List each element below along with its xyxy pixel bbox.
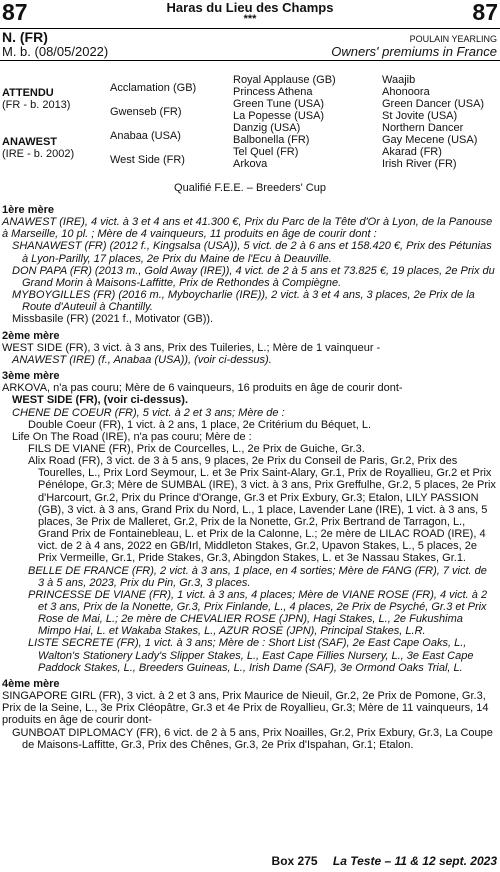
produce-entry: BELLE DE FRANCE (FR), 2 vict. à 3 ans, 1 place, en 4 sorties; Mère de FANG (FR), 7 vict. de 3 à 5 ans, 2023, Prix du Pin, Gr.3, 3 places. (28, 564, 487, 589)
horse-name: N. (FR) (2, 29, 48, 45)
second-dam-record: WEST SIDE (FR), 3 vict. à 3 ans, Prix des Tuileries, L.; Mère de 1 vainqueur - (2, 341, 381, 354)
pedigree-gen4-item: Gay Mecene (USA) (382, 134, 478, 146)
produce-entry: FILS DE VIANE (FR), Prix de Courcelles, L., 2e Prix de Guiche, Gr.3. (28, 442, 365, 455)
produce-entry: SHANAWEST (FR) (2012 f., Kingsalsa (USA)), 5 vict. de 2 à 6 ans et 158.420 €, Prix des Pétunias à Lyon-Parilly, 17 places, 2e Prix du Maine de l'Ecu à Deauville. (12, 240, 492, 265)
pedigree-gen4-item: Waajib (382, 74, 416, 86)
section-title-second-dam: 2ème mère (2, 329, 60, 342)
pedigree-divider (0, 60, 500, 61)
pedigree-gen4-item: Irish River (FR) (382, 158, 457, 170)
produce-entry: Double Coeur (FR), 1 vict. à 2 ans, 1 place, 2e Critérium du Béquet, L. (28, 418, 371, 431)
consignor-stars: *** (243, 13, 257, 25)
produce-entry: GUNBOAT DIPLOMACY (FR), 6 vict. de 2 à 5 ans, Prix Noailles, Gr.2, Prix Exbury, Gr.3, La Coupe de Maisons-Laffitte, Gr.3, Prix des Chênes, Gr.3, 2e Prix d'Ispahan, Gr.1; Etalon. (12, 726, 493, 751)
pedigree-gen3-item: Princess Athena (233, 86, 313, 98)
pedigree-gen4-item: Ahonoora (382, 86, 430, 98)
produce-entry: MYBOYGILLES (FR) (2016 m., Myboycharlie (IRE)), 2 vict. à 3 et 4 ans, 3 places, 2e Prix de la Route d'Auteuil à Chantilly. (12, 289, 475, 314)
horse-sex-label: POULAIN YEARLING (409, 34, 497, 44)
pedigree-gen3-item: Royal Applause (GB) (233, 74, 336, 86)
header-divider (0, 28, 500, 29)
produce-record (2, 204, 496, 751)
pedigree-gen4-item: Northern Dancer (382, 122, 464, 134)
produce-entry: Missbasile (FR) (2021 f., Motivator (GB)). (12, 313, 214, 326)
section-title-third-dam: 3ème mère (2, 370, 60, 383)
pedigree-gen4-item: Green Dancer (USA) (382, 98, 485, 110)
produce-entry: DON PAPA (FR) (2013 m., Gold Away (IRE)), 4 vict. de 2 à 5 ans et 73.825 €, 19 places, 2e Prix du Grand Morin à Maisons-Laffitte, Prix de Rethondes à Compiègne. (12, 264, 495, 289)
dam-name: ANAWEST (2, 136, 57, 148)
pedigree-gen3-item: Green Tune (USA) (233, 98, 325, 110)
lot-number-right: 87 (472, 0, 498, 25)
produce-entry: ANAWEST (IRE) (f., Anabaa (USA)), (voir ci-dessus). (12, 353, 272, 366)
horse-birth: M. b. (08/05/2022) (2, 44, 109, 59)
pedigree-gen2-item: Acclamation (GB) (110, 82, 197, 94)
section-title-fourth-dam: 4ème mère (2, 677, 60, 690)
third-dam-record: ARKOVA, n'a pas couru; Mère de 6 vainqueurs, 16 produits en âge de courir dont- (2, 382, 403, 395)
owners-premium-note: Owners' premiums in France (331, 44, 497, 59)
pedigree-gen2-item: West Side (FR) (110, 154, 185, 166)
section-title-first-dam: 1ère mère (2, 204, 54, 216)
sale-venue-date: La Teste – 11 & 12 sept. 2023 (332, 854, 497, 868)
pedigree-gen3-item: Balbonella (FR) (233, 134, 310, 146)
sire-info: (FR - b. 2013) (2, 99, 71, 111)
pedigree-gen2-item: Anabaa (USA) (110, 130, 181, 142)
pedigree-gen4-item: Akarad (FR) (382, 146, 442, 158)
fourth-dam-record: SINGAPORE GIRL (FR), 3 vict. à 2 et 3 ans, Prix Maurice de Nieuil, Gr.2, 2e Prix de Pomone, Gr.3, Prix de la Seine, L., 3e Prix Cléopâtre, Gr.3 et 4e Prix de Royallieu, Gr.3; Mère de 11 vainqueurs, 14 produits en âge de courir dont- (2, 690, 489, 727)
produce-entry: LISTE SECRETE (FR), 1 vict. à 3 ans; Mère de : Short List (SAF), 2e East Cape Oaks, L., Walton's Stationery Lady's Slipper Stakes, L., East Cape Fillies Nursery, L., 3e East Cape Paddock Stakes, L., Breeders Guineas, L., Irish Dame (SAF), 3e Ormond Oaks Trial, L. (28, 637, 474, 674)
pedigree-gen3-item: La Popesse (USA) (233, 110, 325, 122)
page-footer (272, 855, 497, 868)
box-number: Box 275 (271, 854, 318, 868)
first-dam-record: ANAWEST (IRE), 4 vict. à 3 et 4 ans et 41.300 €, Prix du Parc de la Tête d'Or à Lyon, de la Panouse à Marseille, 10 pl. ; Mère de 4 vainqueurs, 11 produits en âge de courir dont : (2, 216, 493, 241)
produce-entry: CHENE DE COEUR (FR), 5 vict. à 2 et 3 ans; Mère de : (12, 406, 285, 419)
produce-entry: Alix Road (FR), 3 vict. de 3 à 5 ans, 9 places, 2e Prix du Conseil de Paris, Gr.2, Prix des Tourelles, L., Prix Lord Seymour, L. et 3e Prix Saint-Alary, Gr.1, Prix de Royallieu, Gr.2 et Prix Pénélope, Gr.3; Mère de SUMBAL (IRE), 3 vict. à 3 ans, Prix Greffulhe, Gr.2, 5 places, 2e Prix d'Harcourt, Gr.2, Prix du Prince d'Orange, Gr.3 et Prix Exbury, Gr.3; Etalon, LILY PASSION (GB), 3 vict. à 3 ans, Grand Prix du Nord, L., 1 place, Lavender Lane (IRE), 1 vict. à 3 ans, 5 places, 3e Prix de Malleret, Gr.2, Prix de la Nonette, Gr.2, Prix Bertrand de Tarragon, L., Grand Prix de Fontainebleau, L. et Prix de la Calonne, L.; 2e mère de LILAC ROAD (IRE), 4 vict. de 2 à 4 ans, 2022 en GB/Irl, Middleton Stakes, Gr.2, Upavon Stakes, L., 5 places, 2e Prix Vermeille, Gr.1, Pride Stakes, Gr.3, Abingdon Stakes, L. et 3e Nassau Stakes, Gr.1. (28, 455, 496, 565)
sire-name: ATTENDU (2, 87, 54, 99)
produce-entry: Life On The Road (IRE), n'a pas couru; Mère de : (12, 430, 252, 443)
lot-number-left: 87 (2, 0, 28, 25)
qualification-note: Qualifié F.E.E. – Breeders' Cup (174, 182, 326, 194)
dam-info: (IRE - b. 2002) (2, 148, 75, 160)
pedigree-gen3-item: Danzig (USA) (233, 122, 301, 134)
produce-entry: WEST SIDE (FR), (voir ci-dessus). (12, 394, 189, 407)
consignor-name: Haras du Lieu des Champs (166, 0, 334, 15)
pedigree-gen3-item: Arkova (233, 158, 268, 170)
pedigree-gen2-item: Gwenseb (FR) (110, 106, 182, 118)
pedigree-gen4-item: St Jovite (USA) (382, 110, 458, 122)
pedigree-gen3-item: Tel Quel (FR) (233, 146, 299, 158)
produce-entry: PRINCESSE DE VIANE (FR), 1 vict. à 3 ans, 4 places; Mère de VIANE ROSE (FR), 4 vict. à 2 et 3 ans, Prix de la Nonette, Gr.3, Prix Finlande, L., 4 places, 2e Prix de Psyché, Gr.3 et Prix Rose de Mai, L.; 2e mère de CHEVALIER ROSE (JPN), Hagi Stakes, L., 2e Fukushima Mimpo Hai, L. et Wakaba Stakes, L., AZUR ROSE (JPN), Principal Stakes, L.R. (28, 588, 488, 638)
